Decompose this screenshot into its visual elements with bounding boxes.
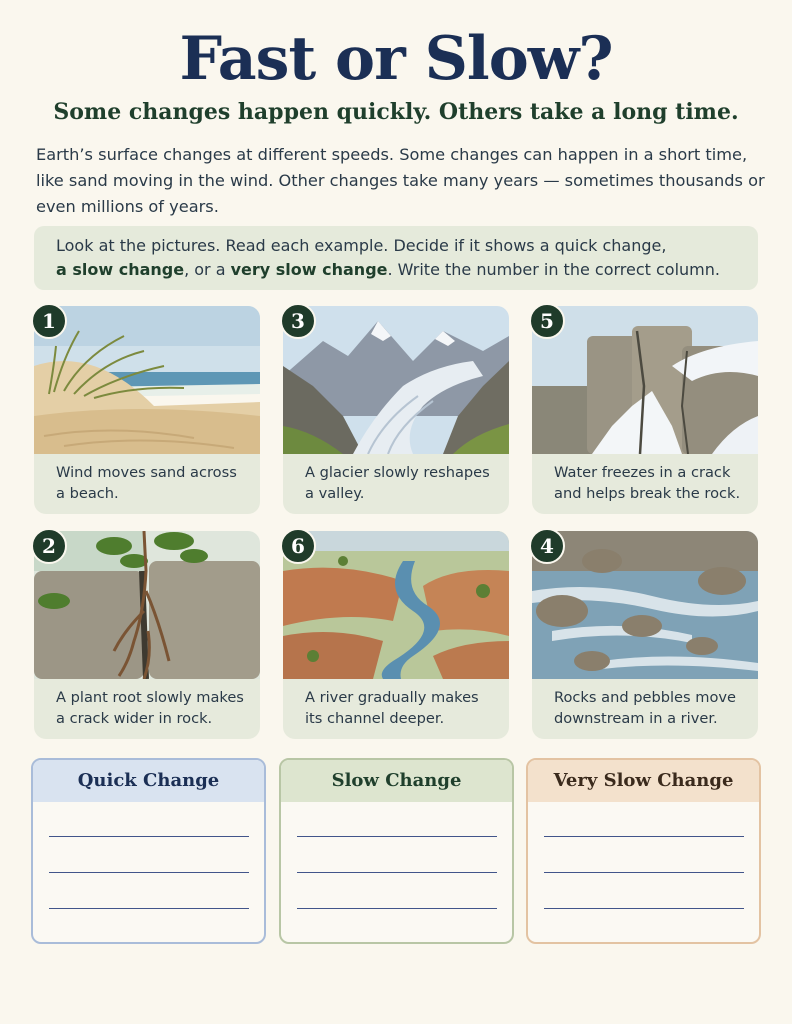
instructions-mid: , or a <box>184 260 231 279</box>
frozen-rock-picture <box>532 306 758 454</box>
card-caption: A river gradually makes its channel deeper. <box>283 679 509 739</box>
sand-dune-picture <box>34 306 260 454</box>
card-number-badge: 3 <box>280 303 316 339</box>
answer-line[interactable] <box>297 872 497 873</box>
card-caption: A glacier slowly reshapes a valley. <box>283 454 509 514</box>
card-number-badge: 2 <box>31 528 67 564</box>
card-number-badge: 4 <box>529 528 565 564</box>
column-header: Quick Change <box>33 760 264 802</box>
card-number-badge: 6 <box>280 528 316 564</box>
worksheet-title: Fast or Slow? <box>179 24 613 94</box>
instructions-bold-slow: a slow change <box>56 260 185 279</box>
answer-line[interactable] <box>544 872 744 873</box>
card-caption: A plant root slowly makes a crack wider in rock. <box>34 679 260 739</box>
stream-rocks-picture <box>532 531 758 679</box>
canyon-river-picture <box>283 531 509 679</box>
instructions-end: . Write the number in the correct column. <box>387 260 720 279</box>
column-header: Slow Change <box>281 760 512 802</box>
card-caption: Wind moves sand across a beach. <box>34 454 260 514</box>
answer-line[interactable] <box>544 908 744 909</box>
card-number-badge: 5 <box>529 303 565 339</box>
example-card-3 <box>283 306 509 514</box>
plant-root-picture <box>34 531 260 679</box>
instructions-line-2 <box>56 258 736 282</box>
card-number-badge: 1 <box>31 303 67 339</box>
example-card-6 <box>283 531 509 739</box>
example-card-4 <box>532 531 758 739</box>
very-slow-change-column <box>526 758 761 944</box>
worksheet-subtitle: Some changes happen quickly. Others take a long time. <box>53 99 739 125</box>
answer-line[interactable] <box>297 836 497 837</box>
slow-change-column <box>279 758 514 944</box>
example-card-2 <box>34 531 260 739</box>
intro-paragraph: Earth’s surface changes at different speeds. Some changes can happen in a short time, like sand moving in the wind. Other changes take many years — sometimes thousands or even millions of years. <box>36 145 765 216</box>
example-card-5 <box>532 306 758 514</box>
instructions-line-1: Look at the pictures. Read each example. Decide if it shows a quick change, <box>56 236 667 255</box>
card-caption: Water freezes in a crack and helps break the rock. <box>532 454 758 514</box>
instructions-box <box>34 226 758 290</box>
answer-line[interactable] <box>297 908 497 909</box>
instructions-bold-very-slow: very slow change <box>230 260 388 279</box>
example-card-1 <box>34 306 260 514</box>
card-caption: Rocks and pebbles move downstream in a river. <box>532 679 758 739</box>
answer-line[interactable] <box>544 836 744 837</box>
column-header: Very Slow Change <box>528 760 759 802</box>
answer-line[interactable] <box>49 872 249 873</box>
quick-change-column <box>31 758 266 944</box>
answer-line[interactable] <box>49 836 249 837</box>
answer-line[interactable] <box>49 908 249 909</box>
glacier-picture <box>283 306 509 454</box>
